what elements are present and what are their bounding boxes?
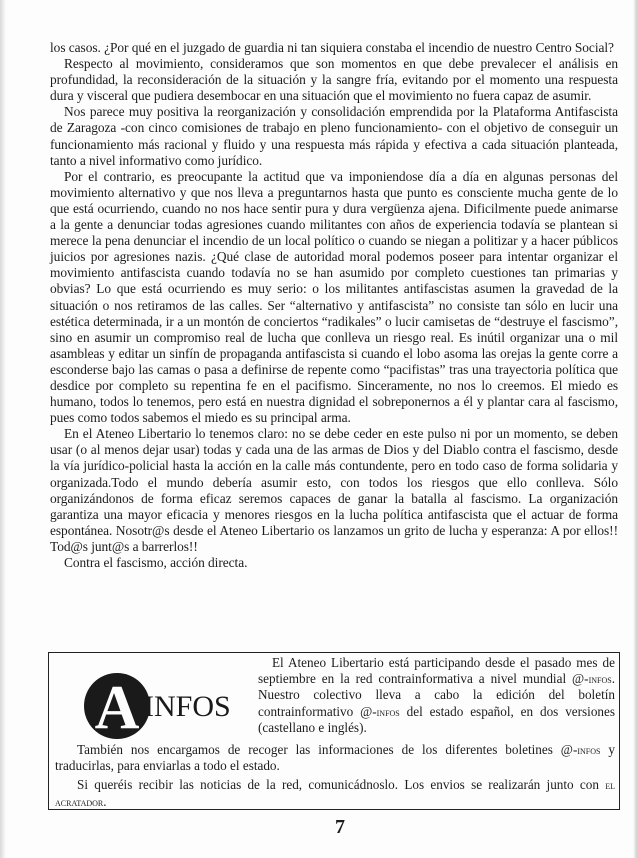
infobox-paragraph: Si queréis recibir las noticias de la red, comunicádnoslo. Los envios se realizarán junto con el acratador. [55, 777, 615, 809]
paragraph: Contra el fascismo, acción directa. [64, 555, 248, 570]
paragraph: En el Ateneo Libertario lo tenemos claro: no se debe ceder en este pulso ni por un momento, se deben usar (o al menos dejar usar) todas y cada una de las armas de Dios y del Diablo contra el fascismo, desde la vía jurídico-policial hasta la acción en la calle más contundente, pero en todo caso de forma solidaria y organizada.Todo el mundo debería asumir esto, con todos los riesgos que ello conlleva. Sólo organizándonos de forma eficaz seremos capaces de ganar la batalla al fascismo. La organización garantiza una mayor eficacia y menores riesgos en la lucha política antifascista que el actuar de forma espontánea. Nosotr@s desde el Ateneo Libertario os lanzamos un grito de lucha y esperanza: A por ellos!! Tod@s junt@s a barrerlos!! [50, 426, 618, 554]
infobox-paragraph: El Ateneo Libertario está participando desde el pasado mes de septiembre en la red contrainformativa a nivel mundial @-infos. Nuestro colectivo lleva a cabo la edición del boletín contrainformativo @-infos del estado español, en dos versiones (castellano e inglés). [258, 655, 615, 735]
infobox-paragraph: También nos encargamos de recoger las informaciones de los diferentes boletines @-infos y traducirlas, para enviarlas a todo el estado. [55, 742, 615, 774]
scan-edge-left [0, 0, 6, 858]
paragraph: los casos. ¿Por qué en el juzgado de guardia ni tan siquiera constaba el incendio de nuestro Centro Social? [50, 40, 614, 55]
ainfos-logo [80, 670, 260, 742]
ainfos-logo-letter: A [94, 674, 140, 742]
infobox-intro [258, 655, 615, 736]
infobox-details [55, 742, 615, 813]
ainfos-logo-graphic [80, 670, 260, 742]
paragraph: Respecto al movimiento, consideramos que son momentos en que debe prevalecer el análisis en profundidad, la reconsideración de la situación y la sangre fría, evitando por el momento una respuesta dura y visceral que pudiera desembocar en una situación que el movimiento no fuera capaz de asumir. [50, 56, 618, 104]
paragraph: Nos parece muy positiva la reorganización y consolidación emprendida por la Plataforma Antifascista de Zaragoza -con cinco comisiones de trabajo en pleno funcionamiento- con el objetivo de conseguir un funcionamiento más racional y fluido y una respuesta más rápida y efectiva a cada situación planteada, tanto a nivel informativo como jurídico. [50, 104, 618, 168]
page-number: 7 [335, 816, 345, 838]
scan-edge-right [633, 0, 637, 858]
article-body [50, 40, 618, 571]
ainfos-logo-word: INFOS [144, 690, 231, 723]
paragraph: Por el contrario, es preocupante la actitud que va imponiendose día a día en algunas personas del movimiento alternativo y que nos lleva a preguntarnos hasta que punto es consciente mucha gente de lo que está ocurriendo, cuando no nos hace sentir pura y dura vergüenza ajena. Dificilmente puede animarse a la gente a denunciar todas agresiones cuando militantes con años de experiencia todavía se plantean si merece la pena denunciar el incendio de un local político o cuando se niegan a politizar y a hacer públicos juicios por agresiones nazis. ¿Qué clase de autoridad moral podemos poseer para intentar organizar el movimiento antifascista cuando todavía no se han asumido por completo cuestiones tan primarias y obvias? Lo que está ocurriendo es muy serio: o los militantes antifascistas asumen la gravedad de la situación o nos retiramos de las calles. Ser “alternativo y antifascista” no consiste tan sólo en lucir una estética determinada, ir a un montón de conciertos “radikales” o lucir camisetas de “destruye el fascismo”, sino en asumir un compromiso real de lucha que conlleva un riesgo real. Es inútil organizar una o mil asambleas y editar un sinfín de propaganda antifascista si cuando el lobo asoma las orejas la gente corre a esconderse bajo las camas o pasa a definirse de repente como “pacifistas” tras una trayectoria política que desdice por completo su repentina fe en el pacifismo. Sinceramente, no nos lo creemos. El miedo es humano, todos lo tenemos, pero está en nuestra dignidad el sobreponernos a él y plantar cara al fascismo, pues como todos sabemos el miedo es su principal arma. [50, 168, 618, 426]
